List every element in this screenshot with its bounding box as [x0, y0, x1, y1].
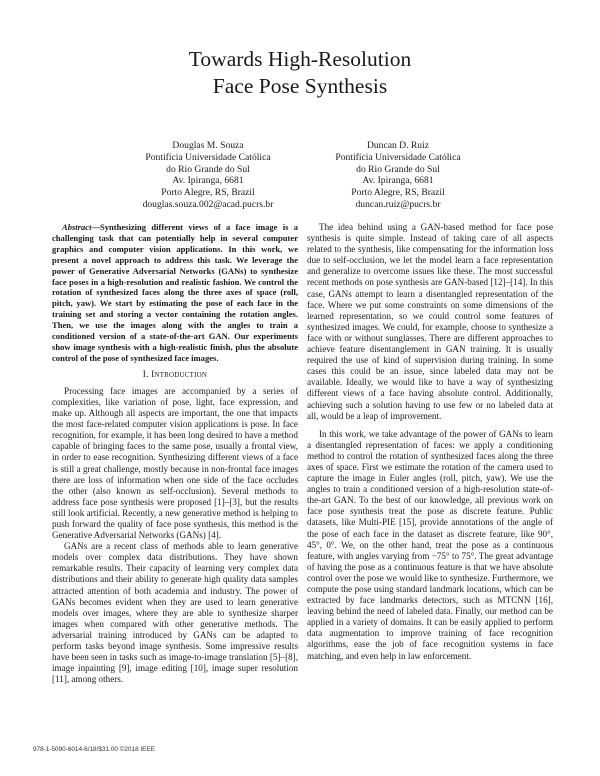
author-name: Duncan D. Ruiz: [366, 140, 430, 151]
abstract-text: —Synthesizing different views of a face image is a challenging task that can potentially help in several computer graphics and computer vision applications. In this work, we present a novel approach to address this task. We leverage the power of Generative Adversarial Networks (GANs) to synthesize face poses in a high-resolution and realistic fashion. We control the rotation of synthesized faces along the three axes of space (roll, pitch, yaw). We start by estimating the pose of each face in the training set and storing a vector containing the rotation angles. Then, we use the images along with the angles to train a conditioned version of a state-of-the-art GAN. Our experiments show image synthesis with a high-realistic finish, plus the absolute control of the pose of synthesized face images.: [52, 222, 298, 363]
author-block-ruiz: [283, 140, 513, 211]
author-affiliation: Pontifícia Universidade Católica: [335, 151, 461, 163]
paper-title: [0, 46, 600, 100]
author-affiliation: Pontifícia Universidade Católica: [145, 151, 271, 163]
author-city: Porto Alegre, RS, Brazil: [351, 187, 445, 199]
abstract-label: Abstract: [62, 222, 92, 232]
author-affiliation: do Rio Grande do Sul: [166, 163, 250, 175]
title-line-2: Face Pose Synthesis: [212, 74, 388, 98]
intro-paragraph-2: GANs are a recent class of methods able to learn generative models over complex data distributions. They have shown remarkable results. Their capacity of learning very complex data distributions and their ability to generate high quality data samples attracted attention of both academia and industry. The power of GANs becomes evident when they are used to learn generative models over images, where they are able to synthesize sharper images when compared with other generative methods. The adversarial training introduced by GANs can be adapted to perform tasks beyond image synthesis. Some impressive results have been seen in tasks such as image-to-image translation [5]–[8], image inpainting [9], image editing [10], image super resolution [11], among others.: [52, 541, 298, 685]
author-affiliation: do Rio Grande do Sul: [356, 163, 440, 175]
author-name: Douglas M. Souza: [172, 140, 244, 151]
author-city: Porto Alegre, RS, Brazil: [161, 187, 255, 199]
intro-paragraph-3: The idea behind using a GAN-based method for face pose synthesis is quite simple. Instead of taking care of all aspects related to the synthesis, like compensating for the information loss due to self-occlusion, we let the model learn a face representation and generalize to overcome issues like these. The most successful recent methods on pose synthesis are GAN-based [12]–[14]. In this case, GANs attempt to learn a disentangled representation of the face. Where we put some constraints on some dimensions of the learned representation, so we could control some features of synthesized images. We could, for example, choose to synthesize a face with or without sunglasses. There are different approaches to achieve feature disentanglement in GAN training. It is usually required the use of kind of supervision during training. In some cases this could be an issue, since labeled data may not be available. Ideally, we would like to have a way of synthesizing different views of a face having absolute control. Additionally, achieving such a solution having to use few or no labeled data at all, would be a leap of improvement.: [307, 222, 553, 421]
intro-paragraph-4: In this work, we take advantage of the power of GANs to learn a disentangled representation of faces: we apply a conditioning method to control the rotation of synthesized faces along the three axes of space. First we estimate the rotation of the camera used to capture the image in Euler angles (roll, pitch, yaw). We use the angles to train a conditioned version of a high-resolution state-of-the-art GAN. To the best of our knowledge, all previous work on face pose synthesis treat the pose as discrete feature. Public datasets, like Multi-PIE [15], provide annotations of the angle of the pose of each face in the dataset as discrete feature, like 90°, 45°, 0°. We, on the other hand, treat the pose as a continuous feature, with angles varying from −75° to 75°. The great advantage of having the pose as a continuous feature is that we have absolute control over the pose we would like to synthesize. Furthermore, we compute the pose using standard landmark locations, which can be extracted by face landmarks detectors, such as MTCNN [16], leaving behind the need of labeled data. Finally, our method can be applied in a variety of domains. It can be easily applied to perform data augmentation to improve training of face recognition algorithms, ease the job of face recognition systems in face matching, and even help in law enforcement.: [307, 428, 553, 661]
author-street: Av. Ipiranga, 6681: [172, 175, 244, 187]
intro-paragraph-1: Processing face images are accompanied by a series of complexities, like variation of pose, light, face expression, and make up. Although all aspects are important, the one that impacts the most face-related computer vision applications is pose. In face recognition, for example, it has been long desired to have a method capable of bringing faces to the same pose, usually a frontal view, in order to ease recognition. Synthesizing different views of a face is still a great challenge, mostly because in non-frontal face images there are loss of information when one side of the face occludes the other (also known as self-occlusion). Several methods to address face pose synthesis were proposed [1]–[3], but the results still look artificial. Recently, a new generative method is helping to push forward the quality of face pose synthesis, this method is the Generative Adversarial Networks (GANs) [4].: [52, 385, 298, 541]
right-column: [307, 222, 553, 662]
abstract: [52, 222, 298, 364]
section-heading-introduction: I. Introduction: [142, 369, 208, 380]
author-street: Av. Ipiranga, 6681: [362, 175, 434, 187]
author-email: duncan.ruiz@pucrs.br: [355, 198, 441, 210]
left-column: [52, 222, 298, 685]
title-line-1: Towards High-Resolution: [188, 47, 412, 71]
author-email: douglas.souza.002@acad.pucrs.br: [142, 198, 274, 210]
copyright-footer: 978-1-5090-6014-6/18/$31.00 ©2018 IEEE: [33, 746, 155, 753]
